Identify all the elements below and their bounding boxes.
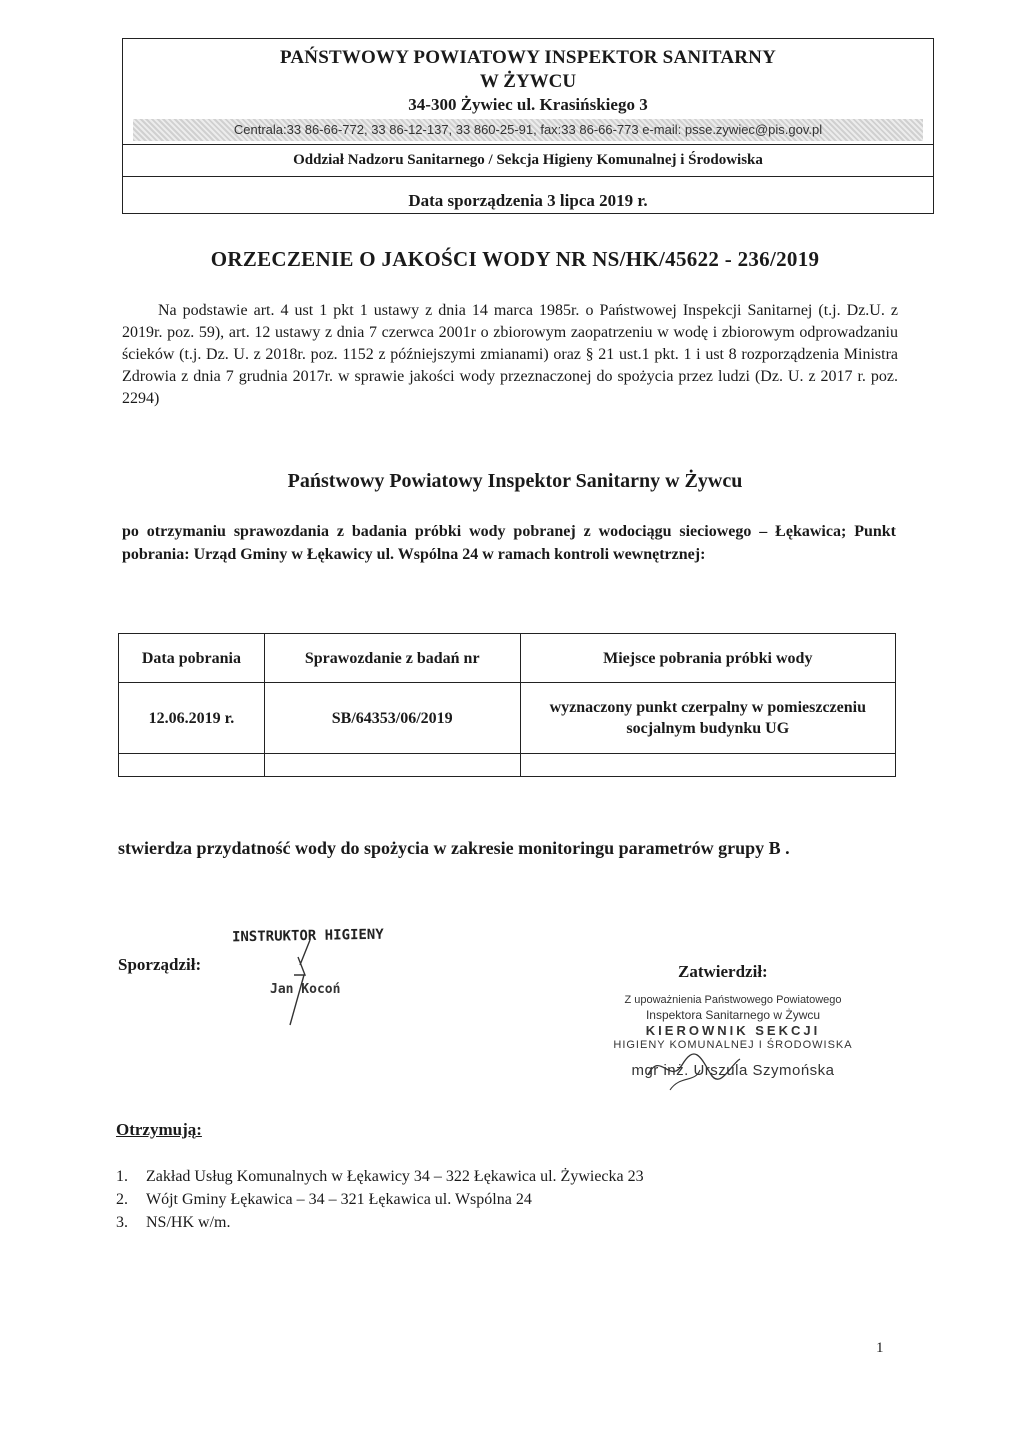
- inspector-heading: Państwowy Powiatowy Inspektor Sanitarny w Żywcu: [287, 470, 743, 492]
- item-text: NS/HK w/m.: [146, 1214, 231, 1231]
- empty-cell: [264, 754, 520, 777]
- institution-city: W ŻYWCU: [479, 71, 577, 92]
- empty-cell: [520, 754, 895, 777]
- list-item: [116, 1211, 644, 1234]
- department-name: Oddział Nadzoru Sanitarnego / Sekcja Higieny Komunalnej i Środowiska: [293, 152, 763, 168]
- prepared-stamp-title: INSTRUKTOR HIGIENY: [231, 926, 384, 946]
- item-text: Zakład Usług Komunalnych w Łękawicy 34 – 322 Łękawica ul. Żywiecka 23: [146, 1168, 644, 1185]
- receipt-text: po otrzymaniu sprawozdania z badania próbki wody pobranej z wodociągu sieciowego – Łękawica; Punkt pobrania: Urząd Gminy w Łękawicy ul. Wspólna 24 w ramach kontroli wewnętrznej:: [122, 523, 896, 563]
- stamp-line: Inspektora Sanitarnego w Żywcu: [645, 1008, 821, 1022]
- header-divider: [123, 176, 933, 177]
- table-row-empty: [119, 754, 896, 777]
- header-place: Miejsce pobrania próbki wody: [520, 634, 895, 683]
- page-number: 1: [876, 1340, 884, 1356]
- item-number: 1.: [116, 1168, 128, 1185]
- list-item: [116, 1188, 644, 1211]
- list-item: [116, 1165, 644, 1188]
- item-text: Wójt Gminy Łękawica – 34 – 321 Łękawica ul. Wspólna 24: [146, 1191, 532, 1208]
- header-box: [122, 38, 934, 214]
- item-number: 2.: [116, 1191, 128, 1208]
- institution-address: 34-300 Żywiec ul. Krasińskiego 3: [408, 95, 648, 114]
- header-date: Data pobrania: [119, 634, 265, 683]
- cell-date: 12.06.2019 r.: [119, 683, 265, 754]
- document-title: ORZECZENIE O JAKOŚCI WODY NR NS/HK/45622 - 236/2019: [210, 247, 820, 271]
- stamp-line: Z upoważnienia Państwowego Powiatowego: [624, 994, 842, 1006]
- approved-by-label: Zatwierdził:: [678, 962, 768, 981]
- date-prepared: Data sporządzenia 3 lipca 2019 r.: [408, 191, 648, 210]
- approved-signature-icon: [640, 1045, 750, 1095]
- samples-table: [118, 633, 896, 777]
- stamp-line: HIGIENY KOMUNALNEJ I ŚRODOWISKA: [613, 1039, 853, 1051]
- contact-line: Centrala:33 86-66-772, 33 86-12-137, 33 860-25-91, fax:33 86-66-773 e-mail: psse.zywiec@pis.gov.pl: [133, 119, 923, 141]
- institution-name: PAŃSTWOWY POWIATOWY INSPEKTOR SANITARNY: [279, 47, 777, 68]
- table-header-row: [119, 634, 896, 683]
- header-report: Sprawozdanie z badań nr: [264, 634, 520, 683]
- prepared-stamp-name: Jan Kocoń: [270, 982, 341, 997]
- recipients-label: Otrzymują:: [116, 1120, 202, 1139]
- cell-place: wyznaczony punkt czerpalny w pomieszczeniu socjalnym budynku UG: [520, 683, 895, 754]
- stamp-line: mgr inż. Urszula Szymońska: [631, 1062, 835, 1079]
- item-number: 3.: [116, 1214, 128, 1231]
- stamp-line: KIEROWNIK SEKCJI: [645, 1023, 821, 1038]
- empty-cell: [119, 754, 265, 777]
- table-row: [119, 683, 896, 754]
- legal-basis: [122, 300, 898, 410]
- recipients-list: [116, 1165, 644, 1234]
- legal-basis-text: Na podstawie art. 4 ust 1 pkt 1 ustawy z dnia 14 marca 1985r. o Państwowej Inspekcji Sanitarnej (t.j. Dz.U. z 2019r. poz. 59), art. 12 ustawy z dnia 7 czerwca 2001r o zbiorowym zaopatrzeniu w wodę i zbiorowym odprowadzaniu ścieków (t.j. Dz. U. z 2018r. poz. 1152 z późniejszymi zmianami) oraz § 21 ust.1 pkt. 1 i ust 8 rozporządzenia Ministra Zdrowia z dnia 7 grudnia 2017r. w sprawie jakości wody przeznaczonej do spożycia przez ludzi (Dz. U. z 2017 r. poz. 2294): [122, 302, 898, 407]
- conclusion-text: stwierdza przydatność wody do spożycia w zakresie monitoringu parametrów grupy B .: [118, 838, 790, 858]
- cell-report: SB/64353/06/2019: [264, 683, 520, 754]
- header-divider: [123, 144, 933, 145]
- prepared-by-label: Sporządził:: [118, 955, 202, 974]
